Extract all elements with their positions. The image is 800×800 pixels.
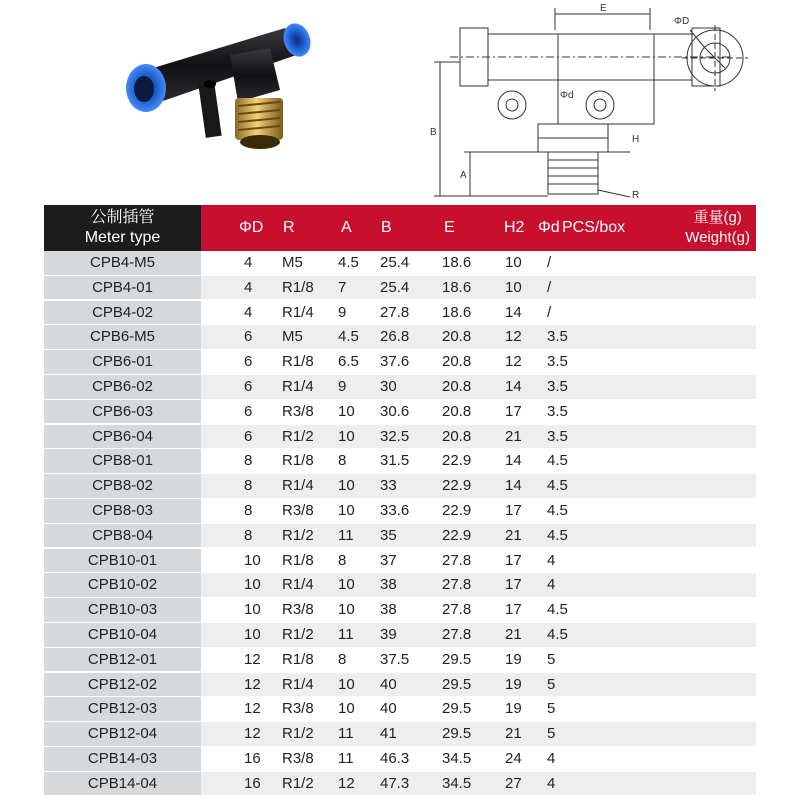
cell-a: 8	[338, 650, 347, 668]
cell-d: 6	[244, 427, 253, 445]
cell-b: 38	[380, 601, 397, 619]
cell-e: 29.5	[442, 700, 472, 718]
cell-r: R1/2	[282, 725, 314, 743]
cell-d: 10	[244, 576, 261, 594]
cell-r: R1/4	[282, 378, 314, 395]
cell-a: 10	[338, 402, 355, 420]
cell-dd: 5	[547, 725, 556, 743]
table-row	[44, 449, 756, 474]
cell-b: 47.3	[380, 774, 410, 792]
technical-drawing	[430, 0, 770, 200]
cell-h2: 19	[505, 700, 522, 718]
header-b: B	[381, 219, 392, 236]
cell-b: 41	[380, 725, 397, 743]
cell-r: R1/2	[282, 427, 314, 445]
cell-a: 11	[338, 750, 354, 767]
cell-r: R1/8	[282, 353, 314, 371]
cell-r: R3/8	[282, 502, 314, 519]
cell-b: 25.4	[380, 278, 410, 296]
cell-model: CPB8-03	[44, 499, 201, 524]
cell-a: 10	[338, 700, 355, 718]
cell-dd: 4	[547, 551, 556, 569]
cell-r: R1/8	[282, 452, 314, 470]
cell-model: CPB6-04	[44, 425, 201, 450]
dim-label-a: A	[460, 170, 467, 181]
table-row	[44, 722, 756, 747]
dim-label-phiD: ΦD	[674, 16, 690, 27]
cell-model: CPB6-03	[44, 400, 201, 425]
cell-a: 12	[338, 774, 355, 792]
table-row	[44, 400, 756, 425]
cell-a: 10	[338, 601, 355, 619]
table-row	[44, 425, 756, 450]
cell-e: 27.8	[442, 601, 472, 619]
cell-h2: 21	[505, 427, 522, 445]
cell-b: 37.5	[380, 650, 410, 668]
cell-dd: 4.5	[547, 626, 568, 643]
cell-e: 29.5	[442, 725, 472, 743]
cell-model: CPB10-02	[44, 573, 201, 598]
header-pcs: PCS/box	[562, 219, 626, 236]
header-dd: Φd	[538, 219, 560, 236]
cell-d: 4	[244, 303, 253, 321]
cell-r: R1/8	[282, 650, 314, 668]
cell-d: 6	[244, 378, 253, 395]
cell-dd: 4.5	[547, 526, 568, 544]
cell-e: 20.8	[442, 353, 472, 371]
cell-b: 30.6	[380, 402, 410, 420]
cell-h2: 12	[505, 328, 522, 346]
table-row	[44, 673, 756, 698]
cell-d: 12	[244, 700, 261, 718]
cell-a: 10	[338, 477, 355, 495]
cell-model: CPB10-04	[44, 623, 201, 648]
header-a: A	[341, 219, 352, 236]
cell-d: 16	[244, 750, 261, 767]
cell-e: 18.6	[442, 254, 472, 271]
cell-d: 6	[244, 402, 253, 420]
cell-model: CPB10-01	[44, 549, 201, 574]
cell-d: 8	[244, 452, 253, 470]
cell-r: M5	[282, 254, 303, 271]
cell-e: 27.8	[442, 626, 472, 643]
cell-model: CPB14-03	[44, 747, 201, 772]
dim-label-b: B	[430, 127, 437, 138]
cell-b: 32.5	[380, 427, 410, 445]
cell-dd: 3.5	[547, 378, 568, 395]
cell-r: R1/4	[282, 576, 314, 594]
cell-model: CPB4-01	[44, 276, 201, 301]
cell-a: 11	[338, 626, 354, 643]
dim-label-e: E	[600, 3, 607, 14]
dim-label-h: H	[632, 134, 640, 145]
cell-b: 33	[380, 477, 397, 495]
cell-model: CPB12-01	[44, 648, 201, 673]
cell-model: CPB4-M5	[44, 251, 201, 276]
cell-b: 35	[380, 526, 397, 544]
table-row	[44, 499, 756, 524]
cell-model: CPB12-03	[44, 697, 201, 722]
cell-b: 31.5	[380, 452, 410, 470]
cell-model: CPB6-M5	[44, 325, 201, 350]
cell-model: CPB12-04	[44, 722, 201, 747]
cell-b: 39	[380, 626, 397, 643]
header-weight-cn: 重量(g)	[693, 209, 742, 226]
cell-d: 4	[244, 278, 253, 296]
cell-r: R1/8	[282, 551, 314, 569]
cell-b: 40	[380, 675, 397, 693]
cell-d: 8	[244, 502, 253, 519]
table-row	[44, 598, 756, 623]
cell-b: 27.8	[380, 303, 410, 321]
cell-b: 38	[380, 576, 397, 594]
table-row	[44, 375, 756, 400]
cell-r: R1/2	[282, 526, 314, 544]
cell-r: R3/8	[282, 700, 314, 718]
cell-r: R1/4	[282, 303, 314, 321]
cell-b: 46.3	[380, 750, 410, 767]
dim-label-phid: Φd	[560, 90, 574, 101]
table-row	[44, 474, 756, 499]
cell-model: CPB8-04	[44, 524, 201, 549]
cell-r: R3/8	[282, 750, 314, 767]
cell-a: 4.5	[338, 328, 359, 346]
cell-h2: 10	[505, 278, 522, 296]
header-weight-en: Weight(g)	[685, 229, 750, 246]
cell-h2: 12	[505, 353, 522, 371]
cell-r: R3/8	[282, 402, 314, 420]
header-r: R	[283, 219, 295, 236]
cell-d: 8	[244, 526, 253, 544]
dim-label-r: R	[632, 190, 640, 200]
cell-r: R3/8	[282, 601, 314, 619]
cell-h2: 10	[505, 254, 522, 271]
cell-a: 9	[338, 378, 347, 395]
cell-e: 29.5	[442, 650, 472, 668]
cell-model: CPB8-01	[44, 449, 201, 474]
cell-model: CPB6-02	[44, 375, 201, 400]
cell-model: CPB6-01	[44, 350, 201, 375]
cell-h2: 19	[505, 675, 522, 693]
cell-dd: 4.5	[547, 477, 568, 495]
cell-d: 10	[244, 626, 261, 643]
cell-a: 10	[338, 675, 355, 693]
cell-r: R1/2	[282, 626, 314, 643]
table-row	[44, 623, 756, 648]
cell-a: 6.5	[338, 353, 359, 371]
spec-table	[44, 205, 756, 798]
cell-model: CPB10-03	[44, 598, 201, 623]
cell-d: 10	[244, 601, 261, 619]
cell-dd: 3.5	[547, 353, 568, 371]
cell-a: 9	[338, 303, 347, 321]
cell-e: 22.9	[442, 526, 472, 544]
cell-e: 20.8	[442, 378, 472, 395]
cell-dd: 4.5	[547, 502, 568, 519]
cell-e: 18.6	[442, 278, 472, 296]
cell-dd: 4.5	[547, 452, 568, 470]
cell-h2: 17	[505, 502, 522, 519]
cell-r: R1/4	[282, 675, 314, 693]
table-row	[44, 549, 756, 574]
cell-d: 16	[244, 774, 261, 792]
cell-e: 29.5	[442, 675, 472, 693]
cell-dd: 5	[547, 700, 556, 718]
cell-dd: 5	[547, 650, 556, 668]
cell-b: 25.4	[380, 254, 410, 271]
cell-h2: 17	[505, 576, 522, 594]
cell-h2: 21	[505, 526, 522, 544]
cell-b: 30	[380, 378, 397, 395]
cell-dd: 4	[547, 576, 556, 594]
cell-a: 11	[338, 725, 354, 743]
cell-dd: 3.5	[547, 328, 568, 346]
cell-r: R1/8	[282, 278, 314, 296]
header-d: ΦD	[239, 219, 264, 236]
cell-r: R1/2	[282, 774, 314, 792]
cell-d: 8	[244, 477, 253, 495]
cell-r: M5	[282, 328, 303, 346]
cell-model: CPB14-04	[44, 772, 201, 797]
cell-d: 10	[244, 551, 261, 569]
cell-dd: 4	[547, 750, 556, 767]
cell-a: 10	[338, 502, 355, 519]
cell-b: 37.6	[380, 353, 410, 371]
cell-a: 11	[338, 526, 354, 544]
cell-h2: 14	[505, 303, 522, 321]
cell-h2: 17	[505, 601, 522, 619]
table-row	[44, 350, 756, 375]
table-row	[44, 524, 756, 549]
cell-b: 37	[380, 551, 397, 569]
cell-e: 22.9	[442, 452, 472, 470]
table-row	[44, 697, 756, 722]
cell-d: 12	[244, 675, 261, 693]
cell-model: CPB4-02	[44, 301, 201, 326]
cell-h2: 21	[505, 725, 522, 743]
table-row	[44, 251, 756, 276]
cell-dd: 3.5	[547, 427, 568, 445]
cell-b: 26.8	[380, 328, 410, 346]
cell-e: 34.5	[442, 774, 472, 792]
cell-d: 6	[244, 328, 253, 346]
cell-a: 10	[338, 427, 355, 445]
cell-e: 27.8	[442, 551, 472, 569]
cell-e: 34.5	[442, 750, 472, 767]
cell-h2: 17	[505, 551, 522, 569]
cell-e: 20.8	[442, 328, 472, 346]
cell-h2: 14	[505, 452, 522, 470]
cell-d: 12	[244, 650, 261, 668]
cell-d: 6	[244, 353, 253, 371]
header-model-cn: 公制插管	[90, 209, 155, 226]
table-row	[44, 301, 756, 326]
cell-dd: /	[547, 303, 552, 321]
cell-d: 12	[244, 725, 261, 743]
table-row	[44, 325, 756, 350]
cell-dd: 5	[547, 675, 556, 693]
cell-r: R1/4	[282, 477, 314, 495]
cell-dd: 3.5	[547, 402, 568, 420]
cell-h2: 27	[505, 774, 522, 792]
cell-h2: 19	[505, 650, 522, 668]
table-row	[44, 276, 756, 301]
cell-e: 22.9	[442, 477, 472, 495]
header-weight	[685, 208, 750, 248]
cell-dd: /	[547, 254, 552, 271]
table-row	[44, 573, 756, 598]
cell-h2: 14	[505, 378, 522, 395]
cell-e: 20.8	[442, 427, 472, 445]
cell-model: CPB12-02	[44, 673, 201, 698]
cell-h2: 17	[505, 402, 522, 420]
table-row	[44, 648, 756, 673]
cell-e: 22.9	[442, 502, 472, 519]
table-row	[44, 747, 756, 772]
table-row	[44, 772, 756, 797]
product-photo	[110, 10, 340, 160]
header-e: E	[444, 219, 455, 236]
cell-model: CPB8-02	[44, 474, 201, 499]
cell-d: 4	[244, 254, 253, 271]
cell-dd: 4.5	[547, 601, 568, 619]
header-model	[44, 205, 201, 251]
cell-h2: 24	[505, 750, 522, 767]
header-h2: H2	[504, 219, 525, 236]
cell-a: 7	[338, 278, 347, 296]
cell-dd: 4	[547, 774, 556, 792]
cell-a: 8	[338, 551, 347, 569]
cell-a: 8	[338, 452, 347, 470]
cell-e: 18.6	[442, 303, 472, 321]
cell-h2: 21	[505, 626, 522, 643]
cell-a: 4.5	[338, 254, 359, 271]
cell-dd: /	[547, 278, 552, 296]
cell-e: 27.8	[442, 576, 472, 594]
header-model-en: Meter type	[84, 229, 161, 246]
header-specs	[201, 205, 756, 251]
cell-b: 40	[380, 700, 397, 718]
cell-e: 20.8	[442, 402, 472, 420]
cell-a: 10	[338, 576, 355, 594]
cell-b: 33.6	[380, 502, 410, 519]
cell-h2: 14	[505, 477, 522, 495]
